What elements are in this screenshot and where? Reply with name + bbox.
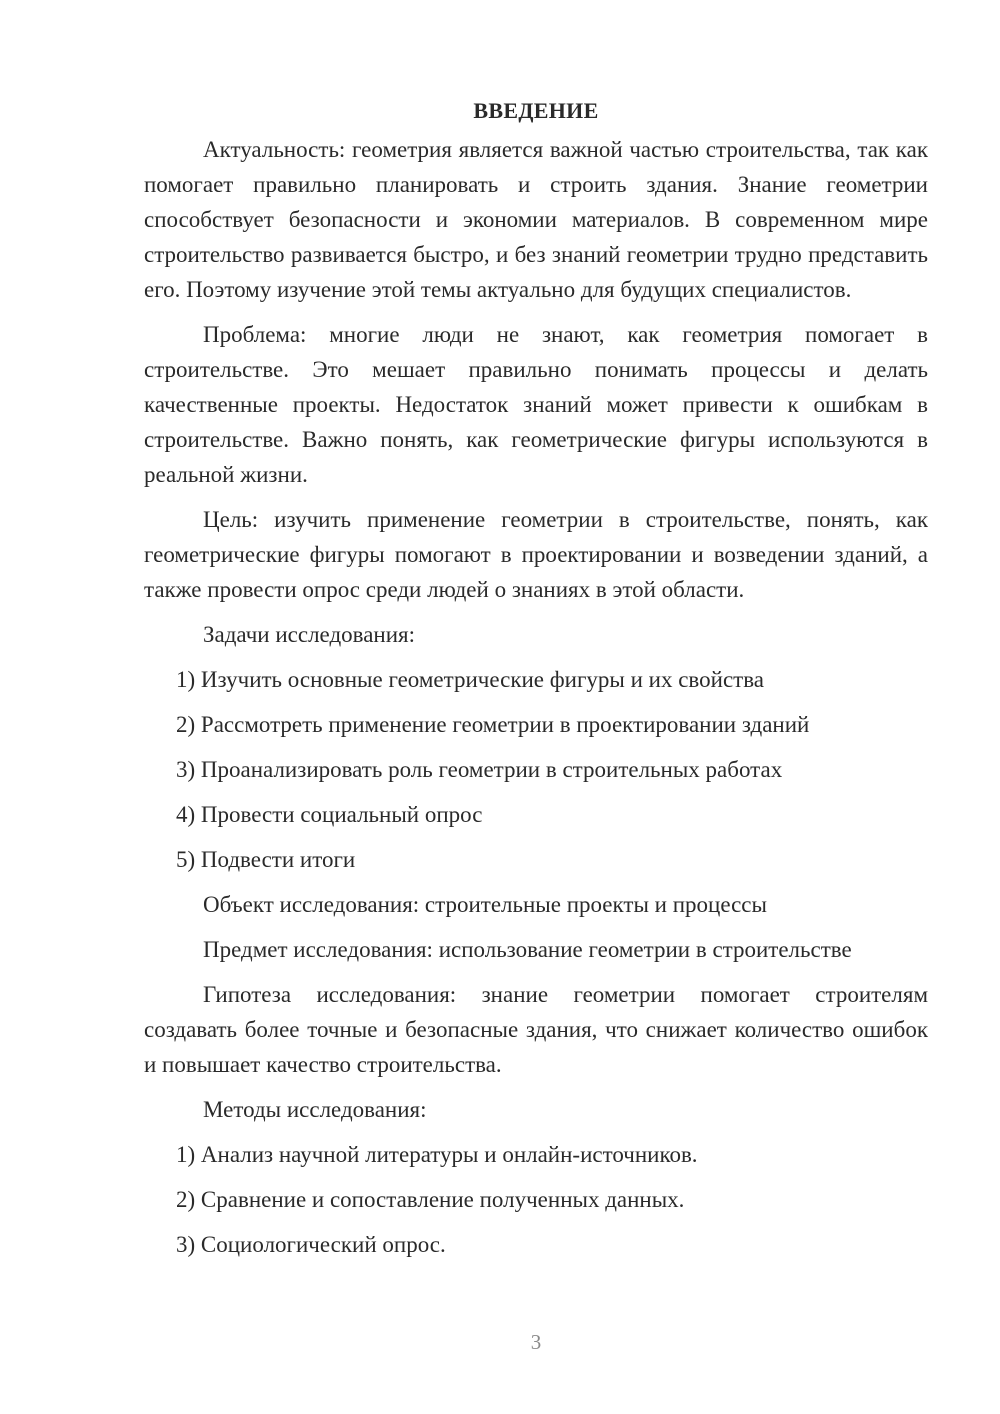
section-title: ВВЕДЕНИЕ: [473, 98, 599, 123]
research-subject: Предмет исследования: использование геометрии в строительстве: [203, 937, 852, 962]
hypothesis-paragraph: Гипотеза исследования: знание геометрии помогает строителям создавать более точные и безопасные здания, что снижает количество ошибок и повышает качество строительства.: [144, 982, 928, 1077]
page-content: [144, 93, 928, 1272]
relevance-paragraph: Актуальность: геометрия является важной частью строительства, так как помогает правильно планировать и строить здания. Знание геометрии способствует безопасности и экономии материалов. В современном мире строительство развивается быстро, и без знаний геометрии трудно представить его. Поэтому изучение этой темы актуально для будущих специалистов.: [144, 137, 928, 302]
task-item-5: 5) Подвести итоги: [176, 847, 356, 872]
page-number: 3: [530, 1330, 542, 1354]
task-item-4: 4) Провести социальный опрос: [176, 802, 483, 827]
method-item-3: 3) Социологический опрос.: [176, 1232, 446, 1257]
problem-paragraph: Проблема: многие люди не знают, как геометрия помогает в строительстве. Это мешает правильно понимать процессы и делать качественные проекты. Недостаток знаний может привести к ошибкам в строительстве. Важно понять, как геометрические фигуры используются в реальной жизни.: [144, 322, 928, 487]
method-item-2: 2) Сравнение и сопоставление полученных данных.: [176, 1187, 685, 1212]
methods-heading: Методы исследования:: [203, 1097, 427, 1122]
method-item-1: 1) Анализ научной литературы и онлайн-источников.: [176, 1142, 698, 1167]
tasks-heading: Задачи исследования:: [203, 622, 416, 647]
task-item-3: 3) Проанализировать роль геометрии в строительных работах: [176, 757, 783, 782]
research-object: Объект исследования: строительные проекты и процессы: [203, 892, 767, 917]
goal-paragraph: Цель: изучить применение геометрии в строительстве, понять, как геометрические фигуры помогают в проектировании и возведении зданий, а также провести опрос среди людей о знаниях в этой области.: [144, 507, 928, 602]
task-item-2: 2) Рассмотреть применение геометрии в проектировании зданий: [176, 712, 810, 737]
task-item-1: 1) Изучить основные геометрические фигуры и их свойства: [176, 667, 764, 692]
